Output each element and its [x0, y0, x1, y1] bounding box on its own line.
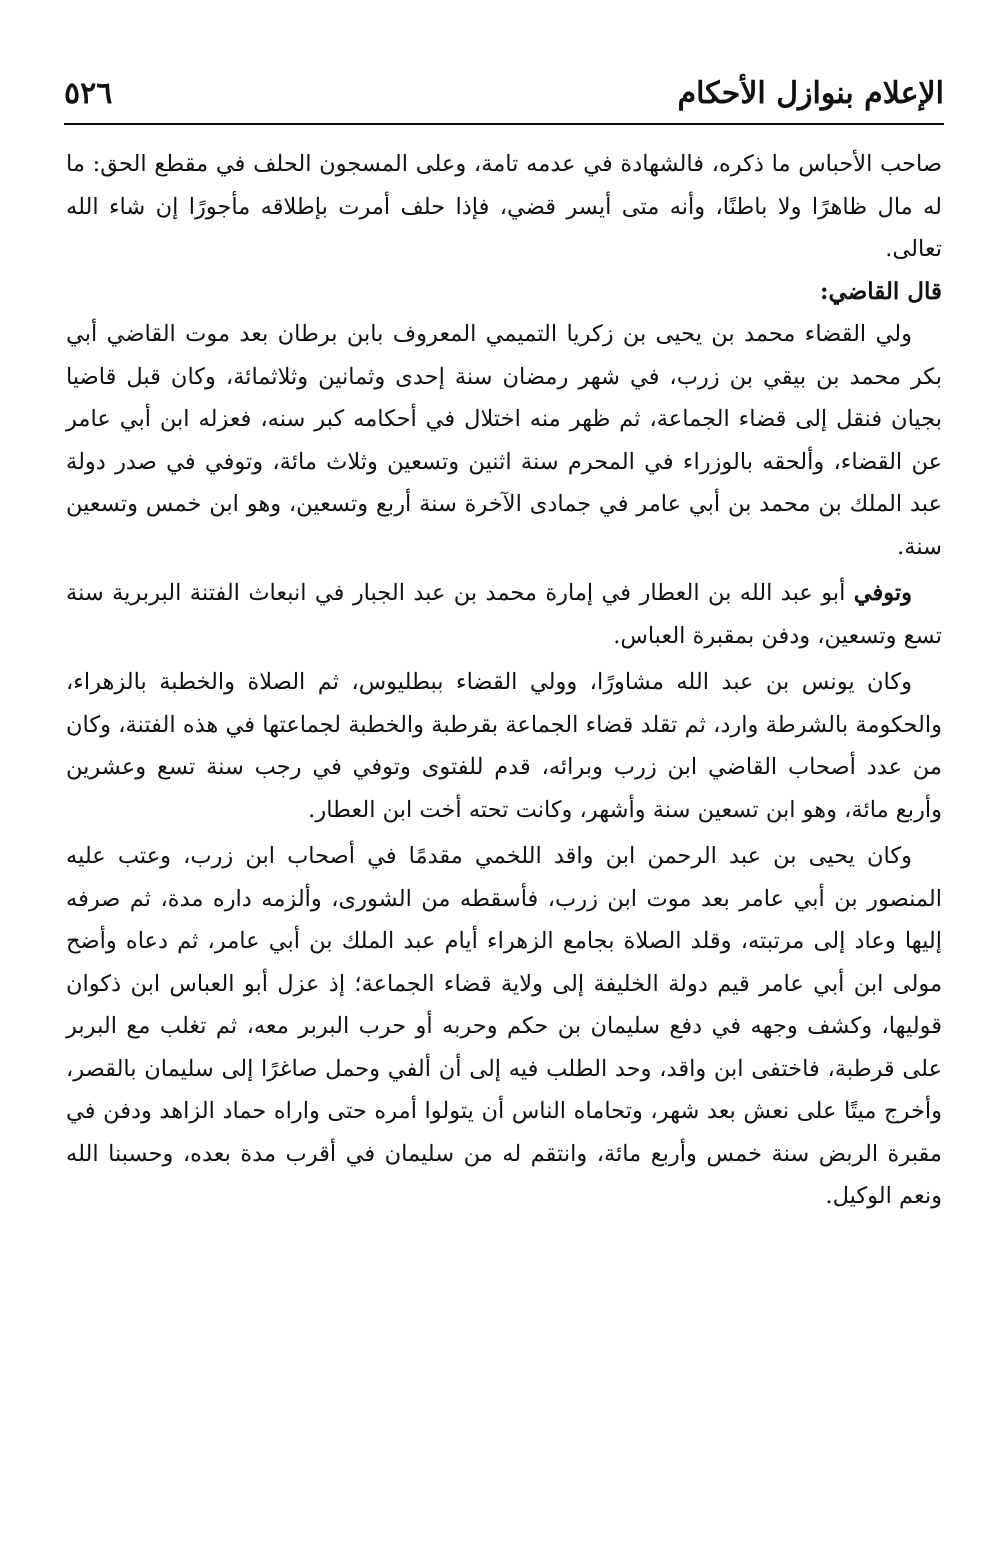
paragraph-5: وكان يحيى بن عبد الرحمن ابن واقد اللخمي مقدمًا في أصحاب ابن زرب، وعتب عليه المنصور بن أبي عامر بعد موت ابن زرب، فأسقطه من الشورى، وألزمه داره مدة، ثم صرفه إليها وعاد إلى مرتبته، وقلد الصلاة بجامع الزهراء أيام عبد الملك بن أبي عامر، ثم دعاه وأضح مولى ابن أبي عامر قيم دولة الخليفة إلى ولاية قضاء الجماعة؛ إذ عزل أبو العباس ابن ذكوان قوليها، وكشف وجهه في دفع سليمان بن حكم وحربه أو حرب البربر معه، ثم تغلب مع البربر على قرطبة، فاختفى ابن واقد، وحد الطلب فيه إلى أن ألفي وحمل صاغرًا إلى سليمان بالقصر، وأخرج ميتًا على نعش بعد شهر، وتحاماه الناس أن يتولوا أمره حتى واراه حماد الزاهد ودفن في مقبرة الربض سنة خمس وأربع مائة، وانتقم له من سليمان في أقرب مدة بعده، وحسبنا الله ونعم الوكيل. [66, 843, 942, 1209]
paragraph-1: صاحب الأحباس ما ذكره، فالشهادة في عدمه تامة، وعلى المسجون الحلف في مقطع الحق: ما له مال ظاهرًا ولا باطنًا، وأنه متى أيسر قضي، فإذا حلف أمرت بإطلاقه مأجورًا إن شاء الله تعالى. [66, 151, 942, 262]
body-text [66, 143, 942, 1218]
section-heading: قال القاضي: [820, 277, 942, 305]
paragraph-3 [66, 572, 942, 657]
paragraph-2: ولي القضاء محمد بن يحيى بن زكريا التميمي المعروف بابن برطان بعد موت القاضي أبي بكر محمد بن بيقي بن زرب، في شهر رمضان سنة إحدى وثمانين وثلاثمائة، وكان قبل قاضيا بجيان فنقل إلى قضاء الجماعة، ثم ظهر منه اختلال في أحكامه كبر سنه، فعزله ابن أبي عامر عن القضاء، وألحقه بالوزراء في المحرم سنة اثنين وتسعين وثلاث مائة، وتوفي في صدر دولة عبد الملك بن محمد بن أبي عامر في جمادى الآخرة سنة أربع وتسعين، وهو ابن خمس وتسعين سنة. [66, 321, 942, 560]
paragraph-4: وكان يونس بن عبد الله مشاورًا، وولي القضاء ببطليوس، ثم الصلاة والخطبة بالزهراء، والحكومة بالشرطة وارد، ثم تقلد قضاء الجماعة بقرطبة والخطبة لجماعتها في هذه الفتنة، وكان من عدد أصحاب القاضي ابن زرب وبرائه، قدم للفتوى وتوفي في رجب سنة تسع وعشرين وأربع مائة، وهو ابن تسعين سنة وأشهر، وكانت تحته أخت ابن العطار. [66, 669, 942, 823]
running-title: الإعلام بنوازل الأحكام [677, 76, 944, 111]
paragraph-3-lead: وتوفي [853, 580, 912, 606]
paragraph-3-text: أبو عبد الله بن العطار في إمارة محمد بن عبد الجبار في انبعاث الفتنة البربرية سنة تسع وتسعين، ودفن بمقبرة العباس. [66, 580, 942, 649]
page-number: ٥٢٦ [64, 76, 113, 111]
header-rule [64, 123, 944, 125]
page-header [64, 70, 944, 126]
